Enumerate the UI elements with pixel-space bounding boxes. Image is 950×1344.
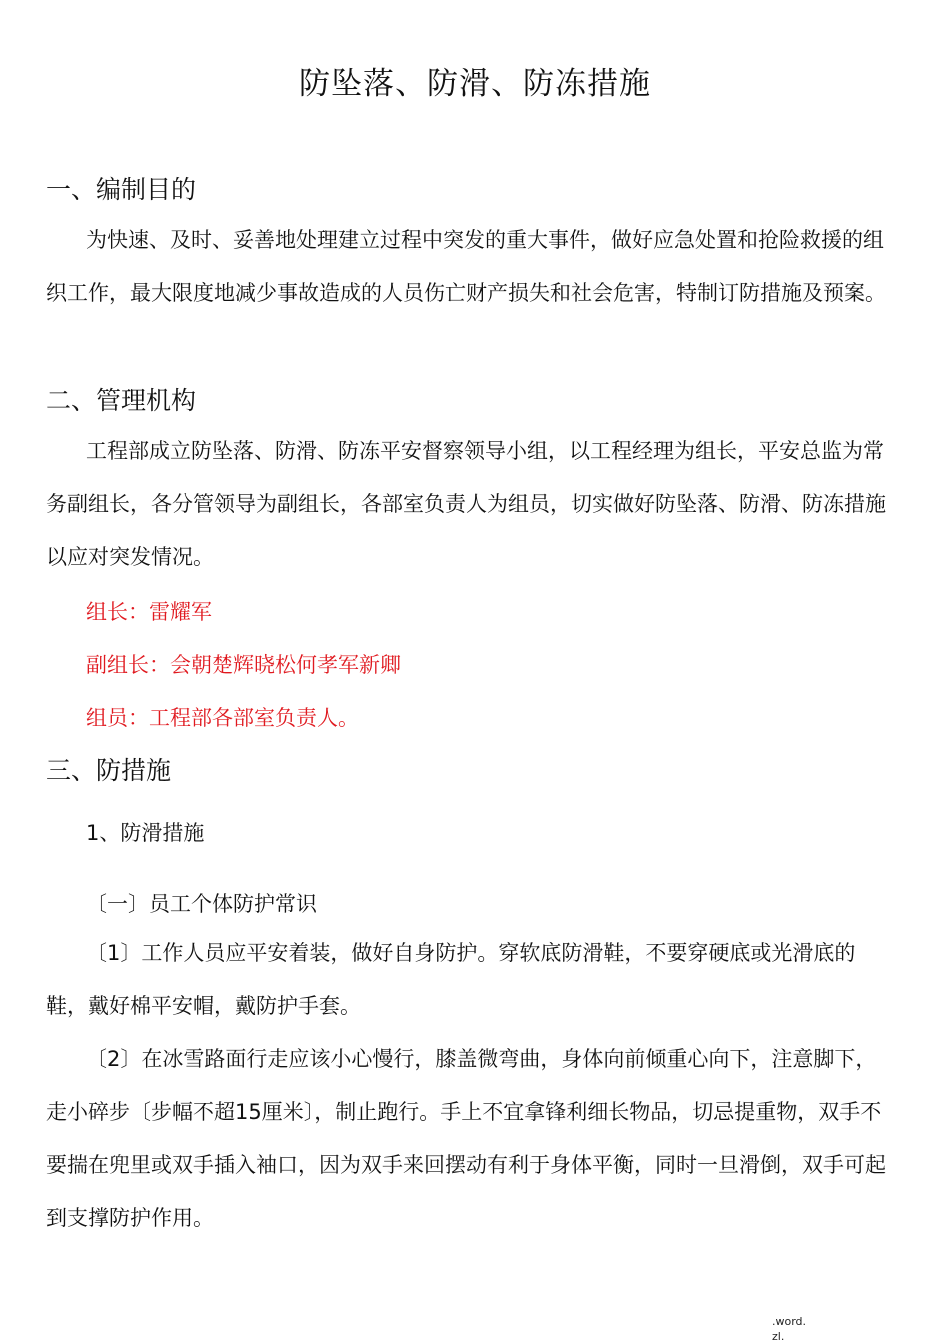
purpose-paragraph	[46, 214, 896, 320]
footer-mark	[772, 1314, 806, 1344]
leader-line: 组长：雷耀军	[86, 600, 212, 624]
subsection-personal-protection: 〔一〕员工个体防护常识	[86, 892, 317, 916]
members-line: 组员：工程部各部室负责人。	[86, 706, 359, 730]
organization-text: 工程部成立防坠落、防滑、防冻平安督察领导小组，以工程经理为组长，平安总监为常务副组长，各分管领导为副组长，各部室负责人为组员，切实做好防坠落、防滑、防冻措施以应对突发情况。	[46, 439, 886, 569]
section-heading-purpose: 一、编制目的	[46, 175, 197, 204]
footer-line-1: .word.	[772, 1315, 807, 1328]
section-heading-measures: 三、防措施	[46, 756, 172, 785]
purpose-text: 为快速、及时、妥善地处理建立过程中突发的重大事件，做好应急处置和抢险救援的组织工作，最大限度地减少事故造成的人员伤亡财产损失和社会危害，特制订防措施及预案。	[46, 228, 886, 305]
deputy-line: 副组长：会朝楚辉晓松何孝军新卿	[86, 653, 401, 677]
footer-line-2: zl.	[772, 1330, 785, 1343]
item-2-text: 〔2〕在冰雪路面行走应该小心慢行，膝盖微弯曲，身体向前倾重心向下，注意脚下，走小碎步〔步幅不超15厘米〕，制止跑行。手上不宜拿锋利细长物品，切忌提重物，双手不要揣在兜里或双手插入袖口，因为双手来回摆动有利于身体平衡，同时一旦滑倒，双手可起到支撑防护作用。	[46, 1047, 886, 1230]
item-1-paragraph	[46, 927, 896, 1033]
organization-paragraph	[46, 425, 896, 584]
section-heading-organization: 二、管理机构	[46, 386, 197, 415]
subsection-anti-slip: 1、防滑措施	[86, 821, 205, 845]
item-2-paragraph	[46, 1033, 896, 1245]
item-1-text: 〔1〕工作人员应平安着装，做好自身防护。穿软底防滑鞋，不要穿硬底或光滑底的鞋，戴好棉平安帽，戴防护手套。	[46, 941, 856, 1018]
document-title: 防坠落、防滑、防冻措施	[299, 66, 651, 102]
